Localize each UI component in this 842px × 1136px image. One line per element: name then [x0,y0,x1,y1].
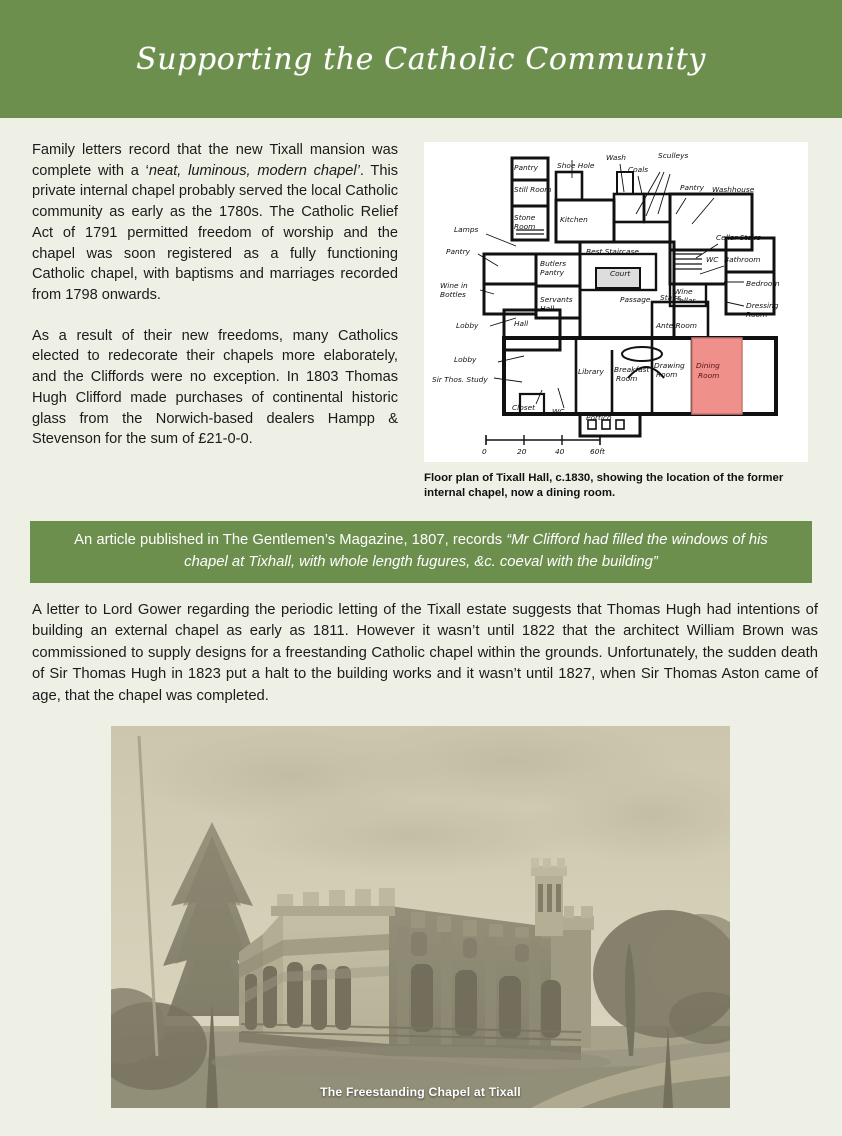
svg-text:Room: Room [698,371,720,380]
svg-text:Kitchen: Kitchen [560,215,588,224]
svg-text:Sir Thos. Study: Sir Thos. Study [432,375,488,384]
paragraph-1-italic: neat, luminous, modern chapel’ [148,162,360,179]
svg-text:Portico: Portico [586,413,612,422]
svg-text:Dining: Dining [696,361,720,370]
svg-text:Lobby: Lobby [456,321,479,330]
quote-lead-text: An article published in The Gentlemen’s Magazine, 1807, records [74,532,507,549]
page-header-banner [0,0,842,118]
svg-text:Closet: Closet [512,403,536,412]
svg-text:Court: Court [610,269,631,278]
svg-text:WC: WC [706,255,719,264]
paragraph-2: As a result of their new freedoms, many Catholics elected to redecorate their chapels more elaborately, and the Cliffords were no exception. In 1803 Thomas Hugh Clifford made purchases of continental historic glass from the Norwich-based dealers Hampp & Stevenson for the sum of £21-0-0. [32,327,398,448]
svg-text:20: 20 [517,447,527,456]
paragraph-1-after: . This private internal chapel probably served the local Catholic community as early as the 1780s. The Catholic Relief Act of 1791 permitted freedom of worship and the chapel was soon registered as a fully functioning Catholic chapel, with baptisms and marriages recorded from 1798 onwards. [32,162,398,304]
chapel-photograph [111,726,730,1108]
svg-text:Cellar: Cellar [674,296,696,305]
svg-text:Lobby: Lobby [454,355,477,364]
article-text-column [32,140,398,470]
floor-plan-image-frame [424,142,808,462]
floor-plan-figure [424,142,818,501]
page-title: Supporting the Catholic Community [136,41,706,77]
svg-text:Butlers: Butlers [540,259,567,268]
svg-text:Passage: Passage [620,295,651,304]
top-section [32,140,818,510]
svg-text:Dressing: Dressing [746,301,779,310]
svg-text:Hall: Hall [540,304,555,313]
svg-text:Hall: Hall [514,319,529,328]
quote-quoted-text: “Mr Clifford had filled the windows of his chapel at Tixhall, with whole length fugures, &c. coeval with the building” [184,532,768,570]
svg-text:Pantry: Pantry [680,183,704,192]
photograph-caption: The Freestanding Chapel at Tixall [320,1085,521,1099]
svg-text:Sculleys: Sculleys [658,151,689,160]
svg-text:60ft: 60ft [590,447,605,456]
svg-text:Breakfast: Breakfast [614,365,650,374]
svg-text:Lamps: Lamps [454,225,479,234]
svg-text:Pantry: Pantry [514,163,538,172]
svg-text:Wine in: Wine in [440,281,468,290]
svg-text:Bottles: Bottles [440,290,466,299]
svg-text:Wash: Wash [606,153,626,162]
svg-text:Room: Room [746,310,768,319]
svg-text:0: 0 [482,447,487,456]
svg-text:Pantry: Pantry [540,268,564,277]
svg-text:Room: Room [514,222,536,231]
quote-callout-block [30,521,812,583]
svg-text:Room: Room [616,374,638,383]
svg-text:40: 40 [555,447,565,456]
paragraph-1 [32,140,398,306]
svg-text:Coals: Coals [628,165,649,174]
svg-text:Bathroom: Bathroom [724,255,761,264]
svg-text:WC: WC [552,407,565,416]
svg-text:Stone: Stone [514,213,536,222]
svg-text:Still Room: Still Room [514,185,552,194]
svg-text:Washhouse: Washhouse [712,185,755,194]
floor-plan-drawing [424,142,808,462]
svg-text:Pantry: Pantry [446,247,470,256]
svg-text:Cellar Stairs: Cellar Stairs [716,233,761,242]
svg-text:Drawing: Drawing [654,361,685,370]
paragraph-1-before: Family letters record that the new Tixall mansion was complete with a ‘ [32,142,398,179]
chapel-watercolour-illustration [111,726,730,1108]
svg-text:Stairs: Stairs [660,293,682,302]
quote-text [56,530,786,574]
paragraph-3: A letter to Lord Gower regarding the periodic letting of the Tixall estate suggests that Thomas Hugh had intentions of building an external chapel as early as 1811. However it wasn’t until 1822 that the architect William Brown was commissioned to supply designs for a freestanding Catholic chapel within the grounds. Unfortunately, the sudden death of Sir Thomas Hugh in 1823 put a halt to the building works and it wasn’t until 1827, when Sir Thomas Aston came of age, that the chapel was completed. [32,602,818,704]
floor-plan-caption: Floor plan of Tixall Hall, c.1830, showing the location of the former internal chapel, now a dining room. [424,472,784,500]
svg-text:Bedroom: Bedroom [746,279,780,288]
svg-text:Shoe Hole: Shoe Hole [557,161,595,170]
svg-text:Wine: Wine [674,287,693,296]
svg-text:Ante Room: Ante Room [656,321,697,330]
svg-text:Servants: Servants [540,295,573,304]
svg-text:Library: Library [578,367,604,376]
svg-text:Best Staircase: Best Staircase [586,247,639,256]
svg-text:Room: Room [656,370,678,379]
